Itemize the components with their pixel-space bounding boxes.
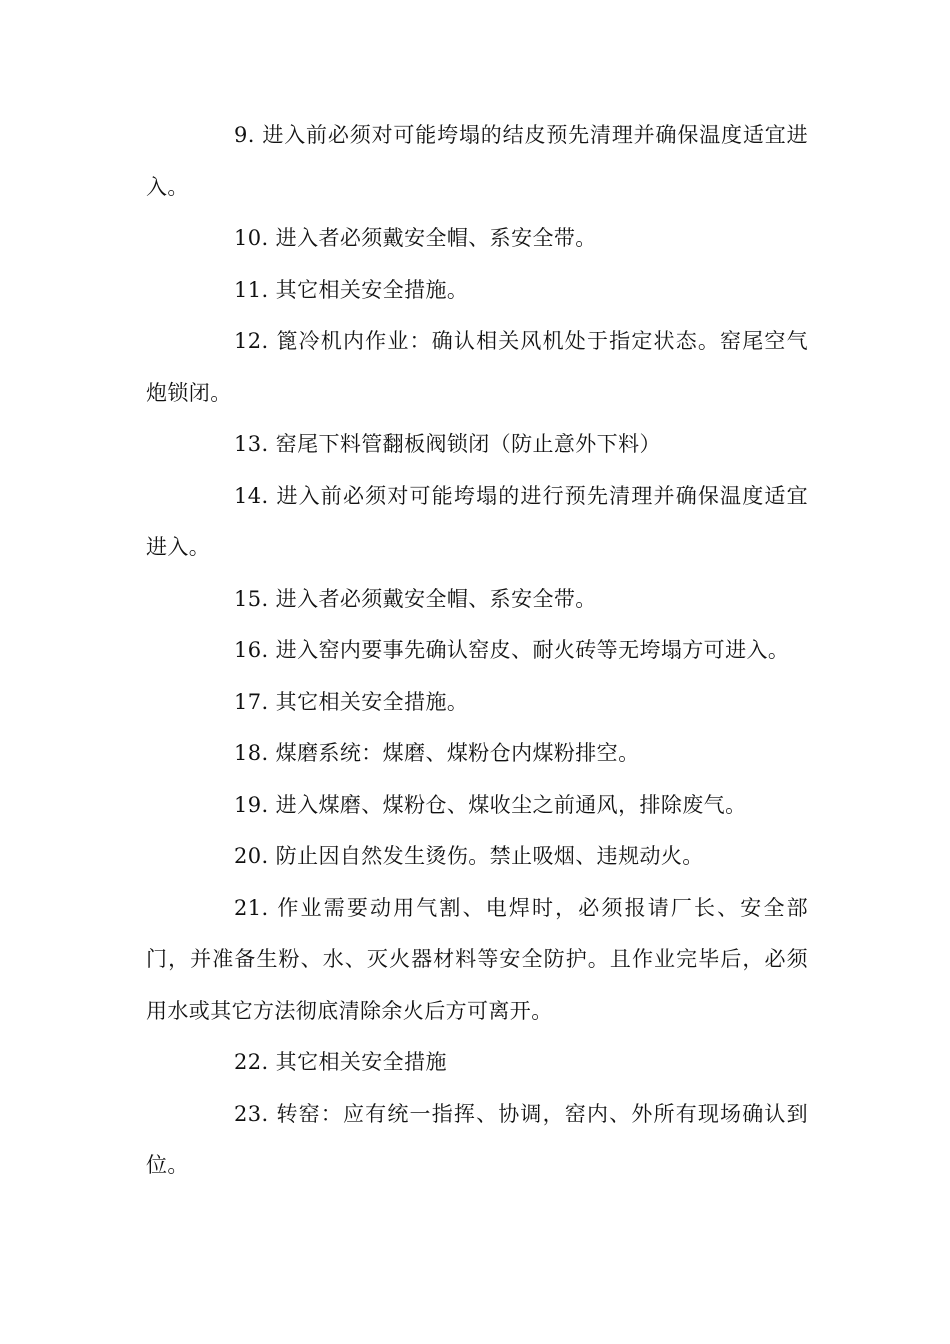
paragraph-item-10: 10. 进入者必须戴安全帽、系安全带。 (234, 226, 597, 250)
paragraph-item-23: 23. 转窑：应有统一指挥、协调，窑内、外所有现场确认到位。 (146, 1101, 808, 1177)
paragraph-item-13: 13. 窑尾下料管翻板阀锁闭（防止意外下料） (234, 432, 661, 456)
paragraph-item-17: 17. 其它相关安全措施。 (234, 689, 469, 714)
paragraph-item-18: 18. 煤磨系统：煤磨、煤粉仓内煤粉排空。 (234, 741, 640, 765)
document-body (146, 110, 808, 1192)
paragraph-item-22: 22. 其它相关安全措施 (234, 1050, 447, 1074)
paragraph-item-16: 16. 进入窑内要事先确认窑皮、耐火砖等无垮塌方可进入。 (234, 638, 790, 662)
paragraph-item-15: 15. 进入者必须戴安全帽、系安全带。 (234, 586, 597, 611)
paragraph-item-20: 20. 防止因自然发生烫伤。禁止吸烟、违规动火。 (234, 844, 704, 868)
paragraph-item-19: 19. 进入煤磨、煤粉仓、煤收尘之前通风，排除废气。 (234, 792, 747, 817)
paragraph-item-11: 11. 其它相关安全措施。 (234, 277, 469, 302)
paragraph-item-9: 9. 进入前必须对可能垮塌的结皮预先清理并确保温度适宜进入。 (146, 123, 808, 199)
paragraph-item-21: 21. 作业需要动用气割、电焊时，必须报请厂长、安全部门，并准备生粉、水、灭火器材料等安全防护。且作业完毕后，必须用水或其它方法彻底清除余火后方可离开。 (146, 895, 808, 1023)
paragraph-item-14: 14. 进入前必须对可能垮塌的进行预先清理并确保温度适宜进入。 (146, 483, 808, 559)
paragraph-item-12: 12. 篦冷机内作业：确认相关风机处于指定状态。窑尾空气炮锁闭。 (146, 329, 808, 405)
